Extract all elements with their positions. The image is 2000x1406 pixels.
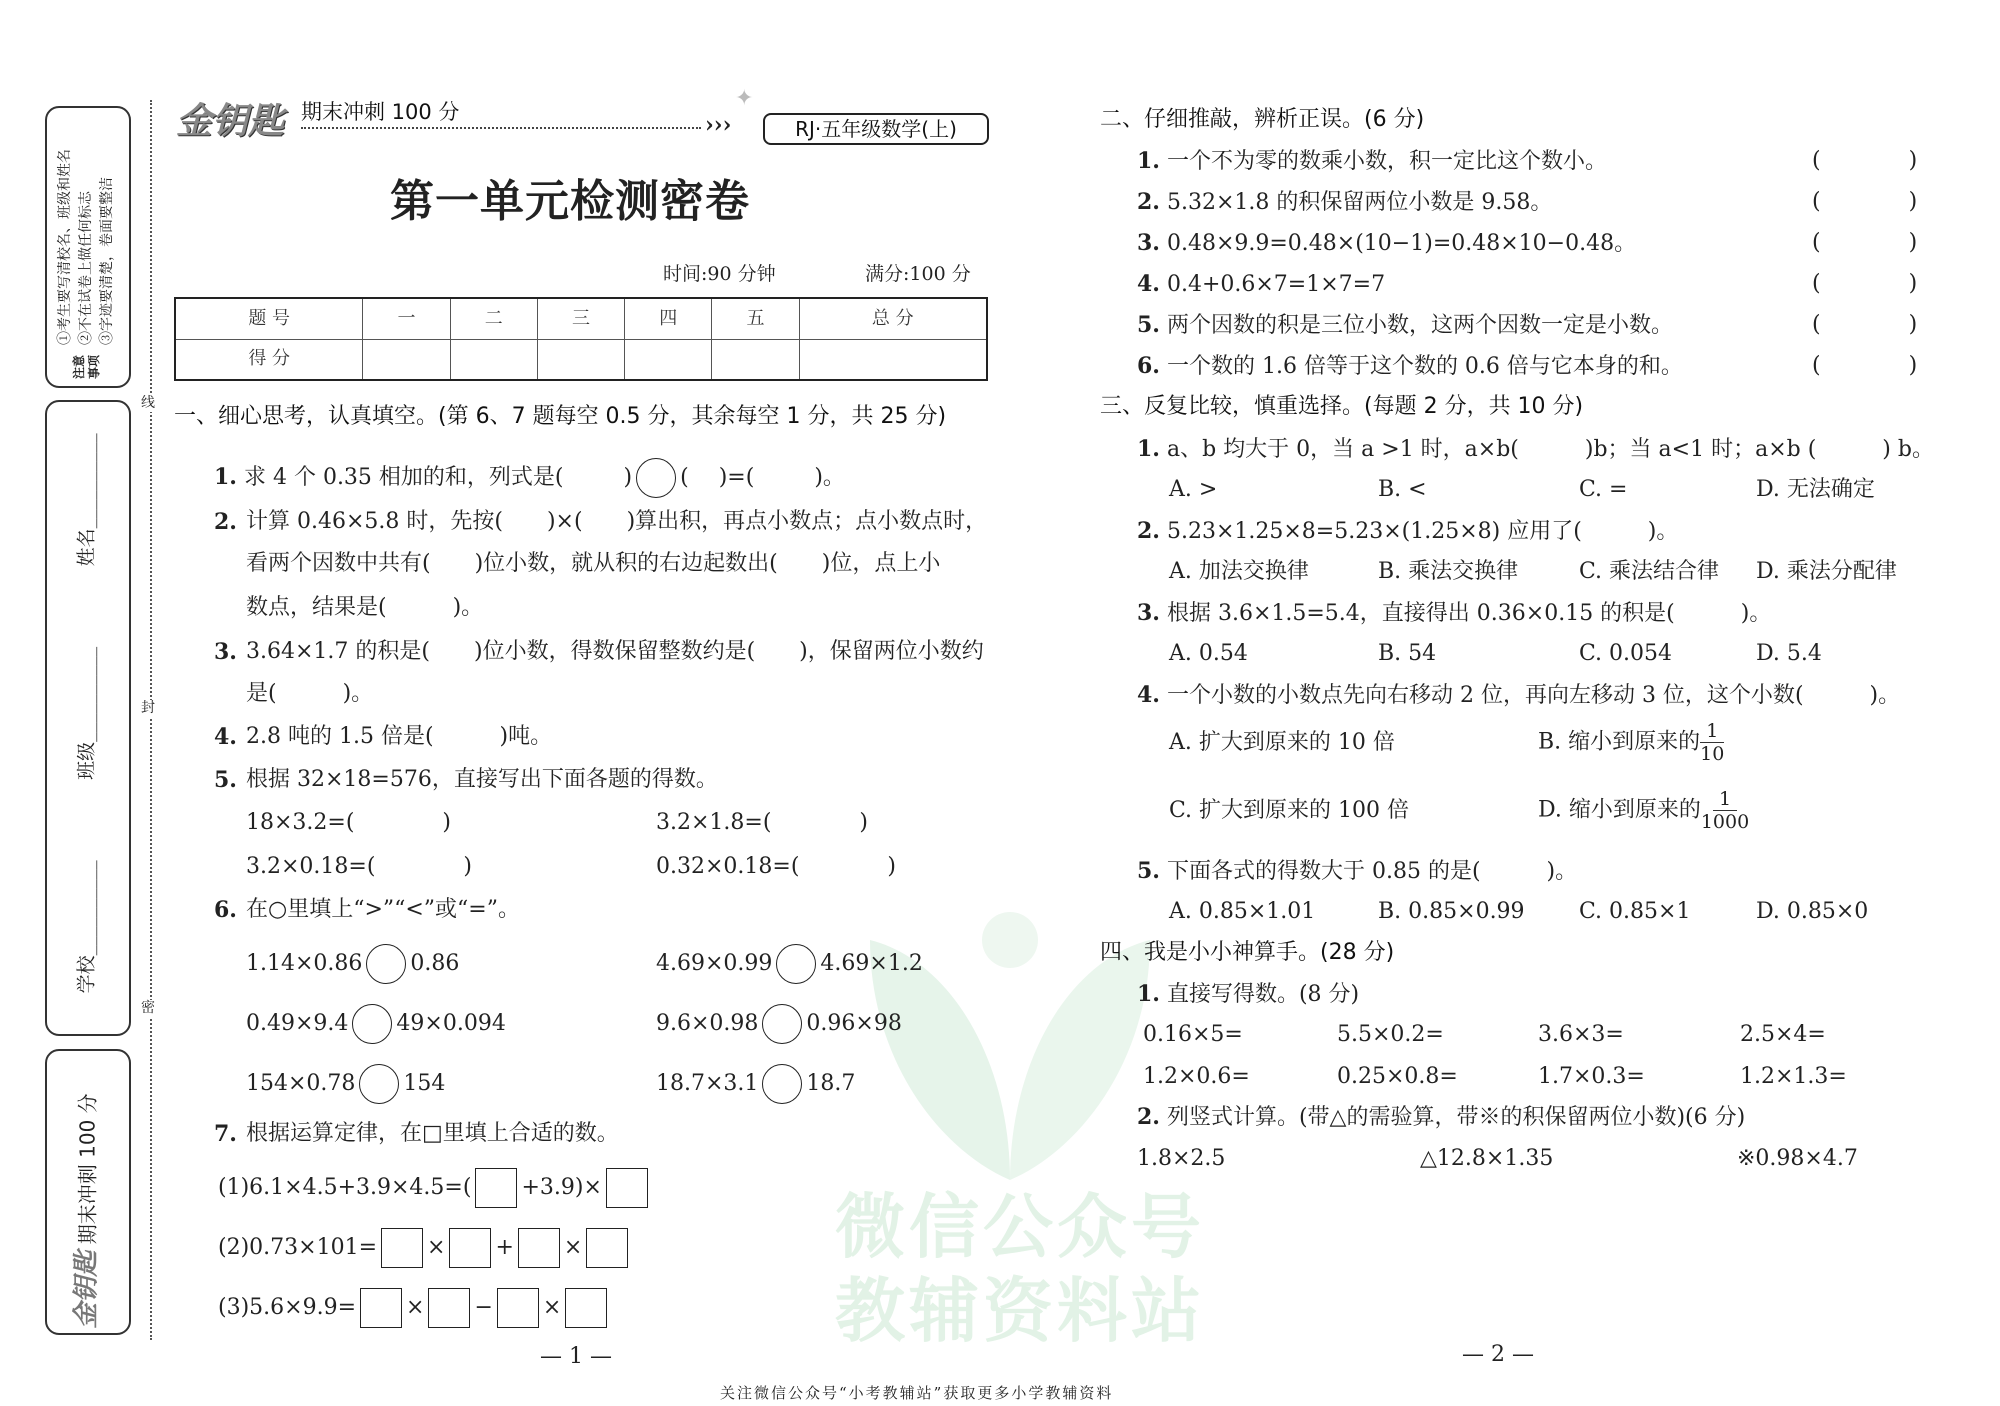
section-1-heading: 一、细心思考，认真填空。(第 6、7 题每空 0.5 分，其余每空 1 分，共 25 分) — [174, 404, 947, 429]
watermark-line-2: 教辅资料站 — [835, 1270, 1205, 1352]
option[interactable]: A. 扩大到原来的 10 倍 — [1169, 730, 1395, 755]
q5-item: 18×3.2=( ) — [246, 810, 452, 835]
q5-item: 3.2×0.18=( ) — [246, 854, 473, 879]
section-2-heading: 二、仔细推敲，辨析正误。(6 分) — [1100, 107, 1425, 132]
question-1-1: 1. 求 4 个 0.35 相加的和，列式是( ) ( )=( )。 — [214, 458, 845, 498]
score-header: 四 — [625, 298, 712, 339]
answer-box[interactable] — [565, 1288, 607, 1328]
compare-item: 9.6×0.98 0.96×98 — [656, 1004, 902, 1044]
compare-item: 4.69×0.99 4.69×1.2 — [656, 944, 923, 984]
option[interactable]: C. = — [1579, 477, 1628, 502]
option[interactable]: A. 加法交换律 — [1169, 559, 1309, 584]
compare-circle[interactable] — [762, 1004, 802, 1044]
arrows-icon: ››› — [705, 112, 732, 138]
notice-2: ②不在试卷上做任何标志 — [78, 191, 94, 345]
page-number-2: — 2 — — [1462, 1342, 1534, 1367]
notice-box — [45, 106, 131, 388]
judge-item: 5. 两个因数的积是三位小数，这两个因数一定是小数。 — [1137, 312, 1673, 338]
choice-question-3: 3. 根据 3.6×1.5=5.4，直接得出 0.36×0.15 的积是( )。 — [1137, 600, 1772, 626]
question-number: 3. — [214, 639, 237, 665]
question-1-2-line1: 计算 0.46×5.8 时，先按( )×( )算出积，再点小数点；点小数点时， — [246, 509, 988, 534]
judge-item: 6. 一个数的 1.6 倍等于这个数的 0.6 倍与它本身的和。 — [1137, 353, 1683, 379]
answer-box[interactable] — [449, 1228, 491, 1268]
answer-circle[interactable] — [636, 458, 676, 498]
question-number: 7. — [214, 1121, 237, 1147]
footer-note: 关注微信公众号“小考教辅站”获取更多小学教辅资料 — [720, 1384, 1114, 1402]
score-header: 题 号 — [175, 298, 363, 339]
judge-answer[interactable]: ( ) — [1812, 271, 1918, 296]
sparkle-icon: ✦ — [735, 86, 754, 111]
calc-question-1: 1. 直接写得数。(8 分) — [1137, 981, 1360, 1007]
answer-box[interactable] — [475, 1168, 517, 1208]
judge-answer[interactable]: ( ) — [1812, 148, 1918, 173]
score-cell[interactable] — [625, 339, 712, 380]
judge-item: 2. 5.32×1.8 的积保留两位小数是 9.58。 — [1137, 189, 1553, 215]
score-header: 三 — [537, 298, 624, 339]
score-header: 五 — [712, 298, 799, 339]
brand-logo: 金钥匙 — [176, 101, 285, 142]
vertical-calc-item: ※0.98×4.7 — [1737, 1146, 1858, 1171]
score-table — [174, 297, 988, 381]
law-item-1: (1)6.1×4.5+3.9×4.5=( +3.9)× — [218, 1168, 652, 1208]
full-score: 满分:100 分 — [865, 263, 971, 285]
question-1-3-line1: 3.64×1.7 的积是( )位小数，得数保留整数约是( )，保留两位小数约 — [246, 639, 984, 664]
score-cell[interactable] — [450, 339, 537, 380]
sidebar-logo-sub: 期末冲刺 100 分 — [75, 1093, 100, 1245]
sidebar-logo-box — [45, 1049, 131, 1335]
option[interactable]: C. 扩大到原来的 100 倍 — [1169, 798, 1410, 823]
binding-line — [150, 100, 152, 1340]
header-dotted-line — [301, 127, 701, 129]
option[interactable]: C. 0.054 — [1579, 641, 1673, 666]
notice-3: ③字迹要清楚，卷面要整洁 — [99, 177, 115, 345]
option[interactable]: D. 缩小到原来的 $\frac{1}{1000}$ — [1538, 788, 1750, 833]
judge-item: 4. 0.4+0.6×7=1×7=7 — [1137, 271, 1386, 297]
choice-question-5: 5. 下面各式的得数大于 0.85 的是( )。 — [1137, 858, 1578, 884]
oral-item: 1.7×0.3= — [1538, 1064, 1645, 1089]
judge-answer[interactable]: ( ) — [1812, 189, 1918, 214]
choice-question-1: 1. a、b 均大于 0，当 a >1 时，a×b( )b；当 a<1 时；a×b ( ) b。 — [1137, 436, 1934, 462]
oral-item: 5.5×0.2= — [1337, 1022, 1444, 1047]
answer-box[interactable] — [497, 1288, 539, 1328]
compare-item: 18.7×3.1 18.7 — [656, 1064, 855, 1104]
law-item-2: (2)0.73×101= × + × — [218, 1228, 632, 1268]
judge-answer[interactable]: ( ) — [1812, 230, 1918, 255]
score-header: 一 — [363, 298, 450, 339]
choice-question-4: 4. 一个小数的小数点先向右移动 2 位，再向左移动 3 位，这个小数( )。 — [1137, 682, 1901, 708]
page-number-1: — 1 — — [540, 1344, 612, 1369]
answer-box[interactable] — [428, 1288, 470, 1328]
calc-question-2: 2. 列竖式计算。(带△的需验算，带※的积保留两位小数)(6 分) — [1137, 1104, 1746, 1130]
question-1-2-line3: 数点，结果是( )。 — [246, 595, 484, 620]
compare-item: 1.14×0.86 0.86 — [246, 944, 459, 984]
answer-box[interactable] — [586, 1228, 628, 1268]
question-1-3-line2: 是( )。 — [246, 681, 374, 706]
grade-badge: RJ·五年级数学(上) — [763, 113, 989, 145]
page-title: 第一单元检测密卷 — [390, 176, 750, 227]
compare-item: 0.49×9.4 49×0.094 — [246, 1004, 506, 1044]
compare-circle[interactable] — [359, 1064, 399, 1104]
option[interactable]: B. 0.85×0.99 — [1378, 899, 1525, 924]
judge-item: 1. 一个不为零的数乘小数，积一定比这个数小。 — [1137, 148, 1607, 174]
compare-circle[interactable] — [352, 1004, 392, 1044]
question-1-6: 在○里填上“>”“<”或“=”。 — [246, 897, 520, 922]
fraction: $\frac{1}{10}$ — [1700, 720, 1725, 765]
notice-1: ①考生要写清校名、班级和姓名 — [57, 149, 73, 345]
score-header: 二 — [450, 298, 537, 339]
school-field[interactable]: 学校__________ — [75, 860, 98, 994]
option[interactable]: D. 0.85×0 — [1756, 899, 1869, 924]
option[interactable]: D. 无法确定 — [1756, 477, 1875, 502]
option[interactable]: C. 0.85×1 — [1579, 899, 1691, 924]
oral-item: 1.2×1.3= — [1740, 1064, 1847, 1089]
option[interactable]: D. 5.4 — [1756, 641, 1822, 666]
score-header: 总 分 — [799, 298, 987, 339]
option[interactable]: B. 54 — [1378, 641, 1437, 666]
fraction: $\frac{1}{1000}$ — [1700, 788, 1750, 833]
judge-answer[interactable]: ( ) — [1812, 353, 1918, 378]
option[interactable]: C. 乘法结合律 — [1579, 559, 1720, 584]
question-1-4: 2.8 吨的 1.5 倍是( )吨。 — [246, 724, 553, 749]
watermark-line-1: 微信公众号 — [835, 1186, 1205, 1268]
option[interactable]: A. 0.54 — [1169, 641, 1248, 666]
compare-circle[interactable] — [762, 1064, 802, 1104]
question-number: 2. — [214, 509, 237, 535]
oral-item: 0.25×0.8= — [1337, 1064, 1458, 1089]
compare-item: 154×0.78 154 — [246, 1064, 445, 1104]
option[interactable]: A. 0.85×1.01 — [1169, 899, 1316, 924]
score-cell[interactable] — [712, 339, 799, 380]
option[interactable]: D. 乘法分配律 — [1756, 559, 1897, 584]
option[interactable]: B. 缩小到原来的 $\frac{1}{10}$ — [1538, 720, 1725, 765]
exam-time: 时间:90 分钟 — [663, 263, 776, 285]
option[interactable]: B. 乘法交换律 — [1378, 559, 1519, 584]
series-label: 期末冲刺 100 分 — [301, 100, 460, 124]
option[interactable]: A. > — [1169, 477, 1218, 502]
judge-answer[interactable]: ( ) — [1812, 312, 1918, 337]
answer-box[interactable] — [518, 1228, 560, 1268]
question-1-5: 根据 32×18=576，直接写出下面各题的得数。 — [246, 767, 718, 792]
oral-item: 0.16×5= — [1143, 1022, 1243, 1047]
question-1-2-line2: 看两个因数中共有( )位小数，就从积的右边起数出( )位，点上小 — [246, 551, 941, 576]
vertical-calc-item: 1.8×2.5 — [1137, 1146, 1226, 1171]
compare-circle[interactable] — [366, 944, 406, 984]
section-4-heading: 四、我是小小神算手。(28 分) — [1100, 940, 1395, 965]
answer-box[interactable] — [606, 1168, 648, 1208]
question-number: 4. — [214, 724, 237, 750]
question-number: 6. — [214, 897, 237, 923]
section-3-heading: 三、反复比较，慎重选择。(每题 2 分，共 10 分) — [1100, 394, 1584, 419]
oral-item: 3.6×3= — [1538, 1022, 1624, 1047]
class-field[interactable]: 班级__________ — [75, 646, 98, 780]
compare-circle[interactable] — [776, 944, 816, 984]
oral-item: 1.2×0.6= — [1143, 1064, 1250, 1089]
score-cell[interactable] — [799, 339, 987, 380]
name-field[interactable]: 姓名__________ — [75, 433, 98, 567]
question-1-7: 根据运算定律，在□里填上合适的数。 — [246, 1121, 619, 1146]
q5-item: 0.32×0.18=( ) — [656, 854, 897, 879]
choice-question-2: 2. 5.23×1.25×8=5.23×(1.25×8) 应用了( )。 — [1137, 518, 1679, 544]
score-row-label: 得 分 — [175, 339, 363, 380]
binding-mark-feng: 封 — [141, 700, 155, 716]
binding-mark-mi: 密 — [141, 1000, 155, 1016]
q5-item: 3.2×1.8=( ) — [656, 810, 869, 835]
binding-mark-xian: 线 — [141, 395, 155, 411]
vertical-calc-item: △12.8×1.35 — [1420, 1146, 1554, 1171]
question-number: 5. — [214, 767, 237, 793]
option[interactable]: B. < — [1378, 477, 1427, 502]
score-cell[interactable] — [363, 339, 450, 380]
judge-item: 3. 0.48×9.9=0.48×(10−1)=0.48×10−0.48。 — [1137, 230, 1637, 256]
notice-title: 注意事项 — [71, 355, 101, 380]
answer-box[interactable] — [360, 1288, 402, 1328]
sidebar-logo: 金钥匙 — [71, 1250, 102, 1329]
student-info-box — [45, 400, 131, 1036]
law-item-3: (3)5.6×9.9= × − × — [218, 1288, 611, 1328]
score-cell[interactable] — [537, 339, 624, 380]
answer-box[interactable] — [381, 1228, 423, 1268]
oral-item: 2.5×4= — [1740, 1022, 1826, 1047]
